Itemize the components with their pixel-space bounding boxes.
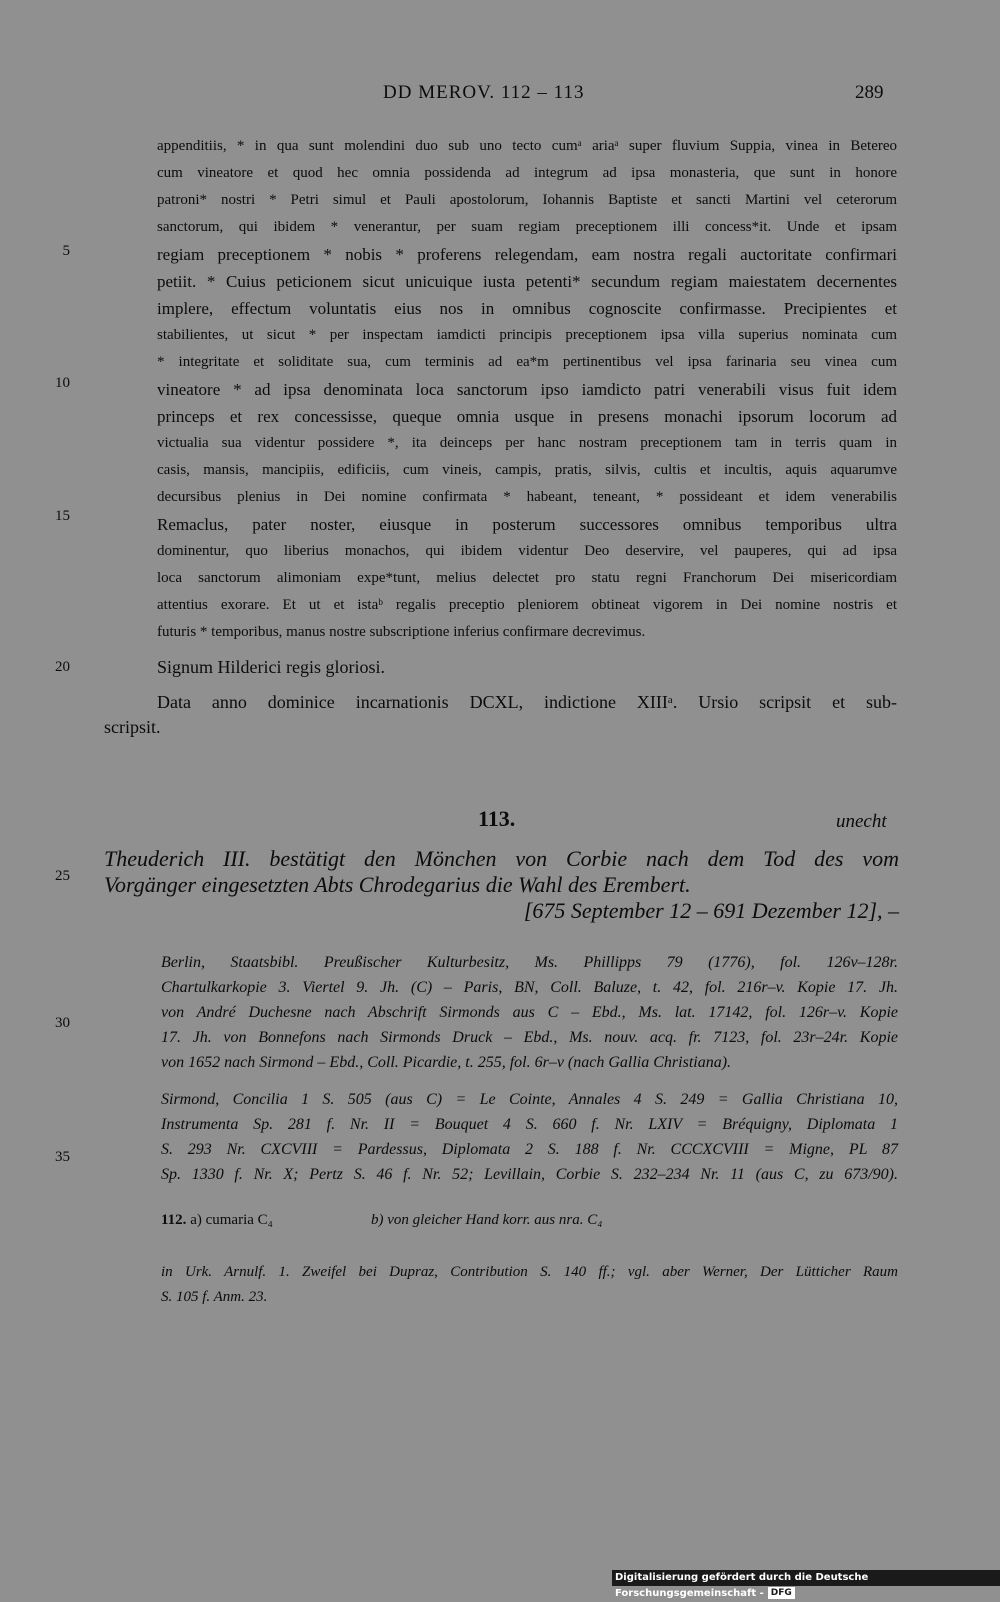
footnote-a: [161, 1212, 273, 1229]
dfg-logo: DFG: [768, 1587, 795, 1599]
footnote-b: b) von gleicher Hand korr. aus nra. C₄: [371, 1212, 603, 1228]
line-number: 5: [62, 243, 70, 259]
text-line: appenditiis, * in qua sunt molendini duo sub uno tecto cumᵃ ariaᵃ super fluvium Suppia, vinea in Betereo: [157, 138, 897, 154]
line-number: 20: [55, 659, 70, 675]
text-line: futuris * temporibus, manus nostre subscriptione inferius confirmare decrevimus.: [157, 624, 646, 640]
text-line: stabilientes, ut sicut * per inspectam iamdicti principis preceptionem ipsa villa superius nominata cum: [157, 327, 897, 343]
comment-line: in Urk. Arnulf. 1. Zweifel bei Dupraz, Contribution S. 140 ff.; vgl. aber Werner, Der Lütticher Raum: [161, 1264, 898, 1280]
text-line: decursibus plenius in Dei nomine confirmata * habeant, teneant, * possideant et idem venerabilis: [157, 489, 897, 505]
edition-line: Sp. 1330 f. Nr. X; Pertz S. 46 f. Nr. 52; Levillain, Corbie S. 232–234 Nr. 11 (aus C, zu 673/90).: [161, 1166, 898, 1183]
text-line: * integritate et soliditate sua, cum terminis ad ea*m pertinentibus vel ipsa farinaria seu vinea cum: [157, 354, 897, 370]
page-header: [0, 82, 1000, 106]
line-number: 35: [55, 1149, 70, 1165]
text-line: regiam preceptionem * nobis * proferens relegendam, eam nostra regali auctoritate confirmari: [157, 245, 897, 264]
footnote-a-text: a) cumaria C₄: [190, 1212, 273, 1228]
text-line: patroni* nostri * Petri simul et Pauli apostolorum, Iohannis Baptiste et sancti Martini vel ceterorum: [157, 192, 897, 208]
text-line: attentius exorare. Et ut et istaᵇ regalis preceptio pleniorem obtineat vigorem in Dei nomine nostris et: [157, 597, 897, 613]
footnote-doc-ref: 112.: [161, 1212, 187, 1228]
line-number: 15: [55, 508, 70, 524]
page-number: 289: [855, 82, 884, 103]
charter-text: [157, 133, 897, 646]
line-number: 25: [55, 868, 70, 884]
text-line: cum vineatore et quod hec omnia possidenda ad integrum ad ipsa monasteria, que sunt in honore: [157, 165, 897, 181]
signum-line: Signum Hilderici regis gloriosi.: [157, 657, 385, 677]
footer-text: Digitalisierung gefördert durch die Deutsche Forschungsgemeinschaft -: [615, 1572, 869, 1599]
tradition-line: 17. Jh. von Bonnefons nach Sirmonds Druck – Ebd., Ms. nouv. acq. fr. 7123, fol. 23r–24r. Kopie: [161, 1029, 898, 1046]
document-number: 113.: [478, 806, 516, 831]
regest: [104, 846, 899, 924]
dating-clause-end: scripsit.: [104, 717, 161, 737]
line-number: 10: [55, 375, 70, 391]
text-line: loca sanctorum alimoniam expe*tunt, melius delectet pro statu regni Franchorum Dei misericordiam: [157, 570, 897, 586]
authenticity-label: unecht: [836, 811, 887, 832]
regest-date: [675 September 12 – 691 Dezember 12], –: [523, 898, 899, 923]
tradition-line: von André Duchesne nach Abschrift Sirmonds aus C – Ebd., Ms. lat. 17142, fol. 126r–v. Kopie: [161, 1004, 898, 1021]
text-line: Remaclus, pater noster, eiusque in posterum successores omnibus temporibus ultra: [157, 515, 897, 534]
line-number: 30: [55, 1015, 70, 1031]
regest-line: Theuderich III. bestätigt den Mönchen von Corbie nach dem Tod des vom: [104, 846, 899, 871]
comment-line: S. 105 f. Anm. 23.: [161, 1289, 268, 1305]
dating-clause: Data anno dominice incarnationis DCXL, indictione XIIIᵃ. Ursio scripsit et sub-: [157, 692, 897, 712]
manuscript-tradition: [161, 950, 898, 1075]
text-line: victualia sua videntur possidere *, ita deinceps per hanc nostram preceptionem tam in terris quam in: [157, 435, 897, 451]
commentary: [161, 1260, 898, 1310]
tradition-line: Berlin, Staatsbibl. Preußischer Kulturbesitz, Ms. Phillipps 79 (1776), fol. 126v–128r.: [161, 954, 898, 971]
edition-line: Instrumenta Sp. 281 f. Nr. II = Bouquet 4 S. 660 f. Nr. LXIV = Bréquigny, Diplomata 1: [161, 1116, 898, 1133]
text-line: casis, mansis, mancipiis, edificiis, cum vineis, campis, pratis, silvis, cultis et incultis, aquis aquarumve: [157, 462, 897, 478]
text-line: sanctorum, qui ibidem * venerantur, per suam regiam preceptionem illi concess*it. Unde et ipsam: [157, 219, 897, 235]
text-line: petiit. * Cuius peticionem sicut unicuique iusta petenti* secundum regiam maiestatem decernentes: [157, 272, 897, 291]
editions-list: [161, 1087, 898, 1187]
regest-line: Vorgänger eingesetzten Abts Chrodegarius die Wahl des Erembert.: [104, 872, 691, 897]
text-line: princeps et rex concessisse, queque omnia usque in presens monachi ipsorum locorum ad: [157, 407, 897, 426]
footer-credit: [612, 1570, 1000, 1599]
text-line: implere, effectum voluntatis eius nos in omnibus cognoscite confirmasse. Precipientes et: [157, 299, 897, 318]
tradition-line: Chartulkarkopie 3. Viertel 9. Jh. (C) – Paris, BN, Coll. Baluze, t. 42, fol. 216r–v. Kopie 17. Jh.: [161, 979, 898, 996]
edition-line: S. 293 Nr. CXCVIII = Pardessus, Diplomata 2 S. 188 f. Nr. CCCXCVIII = Migne, PL 87: [161, 1141, 898, 1158]
running-title: DD MEROV. 112 – 113: [383, 82, 585, 103]
text-line: dominentur, quo liberius monachos, qui ibidem videntur Deo deservire, vel pauperes, qui ad ipsa: [157, 543, 897, 559]
edition-line: Sirmond, Concilia 1 S. 505 (aus C) = Le Cointe, Annales 4 S. 249 = Gallia Christiana 10,: [161, 1091, 898, 1108]
text-line: vineatore * ad ipsa denominata loca sanctorum ipso iamdicto patri venerabili visus fuit idem: [157, 380, 897, 399]
tradition-line: von 1652 nach Sirmond – Ebd., Coll. Picardie, t. 255, fol. 6r–v (nach Gallia Christiana).: [161, 1054, 732, 1071]
